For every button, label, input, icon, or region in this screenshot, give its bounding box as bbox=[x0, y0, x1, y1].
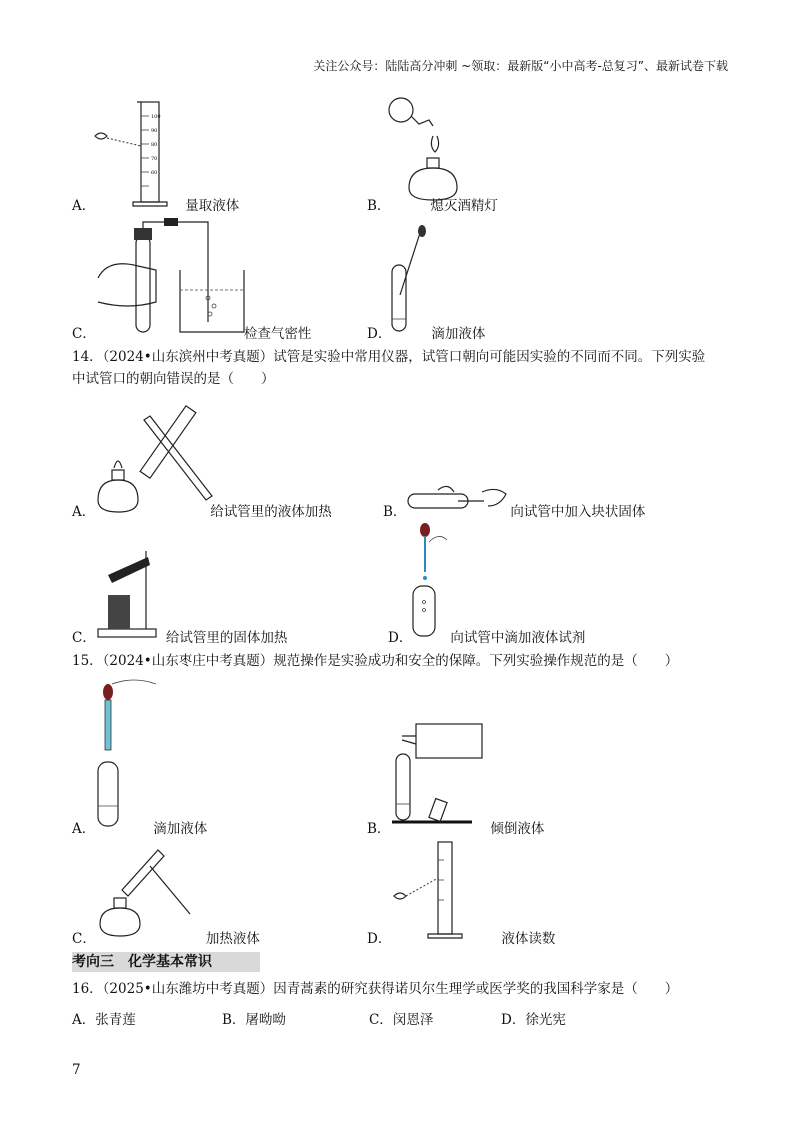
q14-option-d[interactable] bbox=[388, 626, 585, 646]
option-label: 倾倒液体 bbox=[490, 821, 545, 837]
option-letter: A． bbox=[72, 504, 96, 520]
option-letter: B． bbox=[367, 198, 391, 214]
q15-option-c[interactable] bbox=[72, 927, 260, 947]
heating-liquid-figure bbox=[94, 846, 204, 940]
question-text-line: 14．（2024•山东滨州中考真题）试管是实验中常用仪器，试管口朝向可能因实验的不同而不同。下列实验 bbox=[72, 349, 706, 365]
option-label: 给试管里的固体加热 bbox=[165, 630, 288, 646]
option-label: 向试管中加入块状固体 bbox=[510, 504, 646, 520]
q14-option-c[interactable] bbox=[72, 626, 287, 646]
dropping-liquid-figure bbox=[390, 225, 440, 335]
cylinder-tick-label: 100 bbox=[151, 114, 161, 120]
option-label: 检查气密性 bbox=[243, 326, 312, 342]
question-15 bbox=[72, 650, 732, 672]
page-number: 7 bbox=[72, 1062, 81, 1078]
option-label: 液体读数 bbox=[501, 931, 556, 947]
cylinder-tick-label: 80 bbox=[151, 142, 158, 148]
option-label: 滴加液体 bbox=[153, 821, 208, 837]
option-letter: D． bbox=[367, 326, 392, 342]
heat-liquid-in-test-tube-figure bbox=[92, 396, 222, 514]
option-label: 张青莲 bbox=[95, 1012, 136, 1028]
option-label: 向试管中滴加液体试剂 bbox=[450, 630, 586, 646]
option-letter: A． bbox=[72, 821, 96, 837]
drop-reagent-into-test-tube-figure bbox=[405, 522, 455, 640]
pouring-liquid-figure bbox=[392, 720, 484, 830]
option-letter: D． bbox=[501, 1012, 526, 1028]
question-text-line: 15．（2024•山东枣庄中考真题）规范操作是实验成功和安全的保障。下列实验操作规范的是（ ） bbox=[72, 653, 679, 669]
question-16 bbox=[72, 978, 732, 1000]
cylinder-tick-label: 60 bbox=[151, 170, 158, 176]
option-letter: B． bbox=[222, 1012, 246, 1028]
cylinder-tick-label: 70 bbox=[151, 156, 158, 162]
option-letter: A． bbox=[72, 198, 96, 214]
q15-option-d[interactable] bbox=[367, 927, 555, 947]
cylinder-tick-label: 90 bbox=[151, 128, 158, 134]
option-letter: C． bbox=[72, 630, 96, 646]
q13-option-d[interactable] bbox=[367, 322, 485, 342]
q13-option-a[interactable] bbox=[72, 194, 239, 214]
option-label: 给试管里的液体加热 bbox=[210, 504, 332, 520]
option-letter: C． bbox=[369, 1012, 393, 1028]
q15-option-b[interactable] bbox=[367, 817, 544, 837]
dropping-liquid-figure bbox=[90, 676, 160, 831]
q14-option-b[interactable] bbox=[383, 500, 645, 520]
option-label: 量取液体 bbox=[185, 198, 240, 214]
option-letter: A． bbox=[72, 1012, 96, 1028]
question-text-line: 16．（2025•山东潍坊中考真题）因青蒿素的研究获得诺贝尔生理学或医学奖的我国科学家是（ ） bbox=[72, 981, 679, 997]
page-header: 关注公众号：陆陆高分冲刺 ~领取：最新版“小中高考-总复习”、最新试卷下载 bbox=[313, 59, 728, 73]
option-label: 熄灭酒精灯 bbox=[430, 198, 498, 214]
q13-option-b[interactable] bbox=[367, 194, 498, 214]
question-14 bbox=[72, 346, 732, 390]
q16-option-a[interactable] bbox=[72, 1008, 136, 1028]
option-label: 屠呦呦 bbox=[245, 1012, 286, 1028]
option-label: 闵恩泽 bbox=[392, 1012, 434, 1028]
question-text-line: 中试管口的朝向错误的是（ ） bbox=[72, 371, 275, 387]
extinguish-alcohol-lamp-figure bbox=[385, 96, 455, 208]
option-letter: D． bbox=[388, 630, 413, 646]
q16-option-d[interactable] bbox=[501, 1008, 566, 1028]
option-label: 滴加液体 bbox=[431, 326, 486, 342]
q14-option-a[interactable] bbox=[72, 500, 332, 520]
option-label: 徐光宪 bbox=[525, 1012, 566, 1028]
q16-option-c[interactable] bbox=[369, 1008, 433, 1028]
option-label: 加热液体 bbox=[205, 931, 260, 947]
option-letter: B． bbox=[367, 821, 391, 837]
section-heading: 考向三 化学基本常识 bbox=[72, 952, 260, 972]
q13-option-c[interactable] bbox=[72, 322, 311, 342]
check-airtightness-figure bbox=[98, 218, 248, 336]
option-letter: D． bbox=[367, 931, 392, 947]
q15-option-a[interactable] bbox=[72, 817, 207, 837]
option-letter: C． bbox=[72, 931, 96, 947]
reading-liquid-volume-figure bbox=[390, 840, 470, 940]
option-letter: C． bbox=[72, 326, 96, 342]
option-letter: B． bbox=[383, 504, 407, 520]
q16-option-b[interactable] bbox=[222, 1008, 286, 1028]
